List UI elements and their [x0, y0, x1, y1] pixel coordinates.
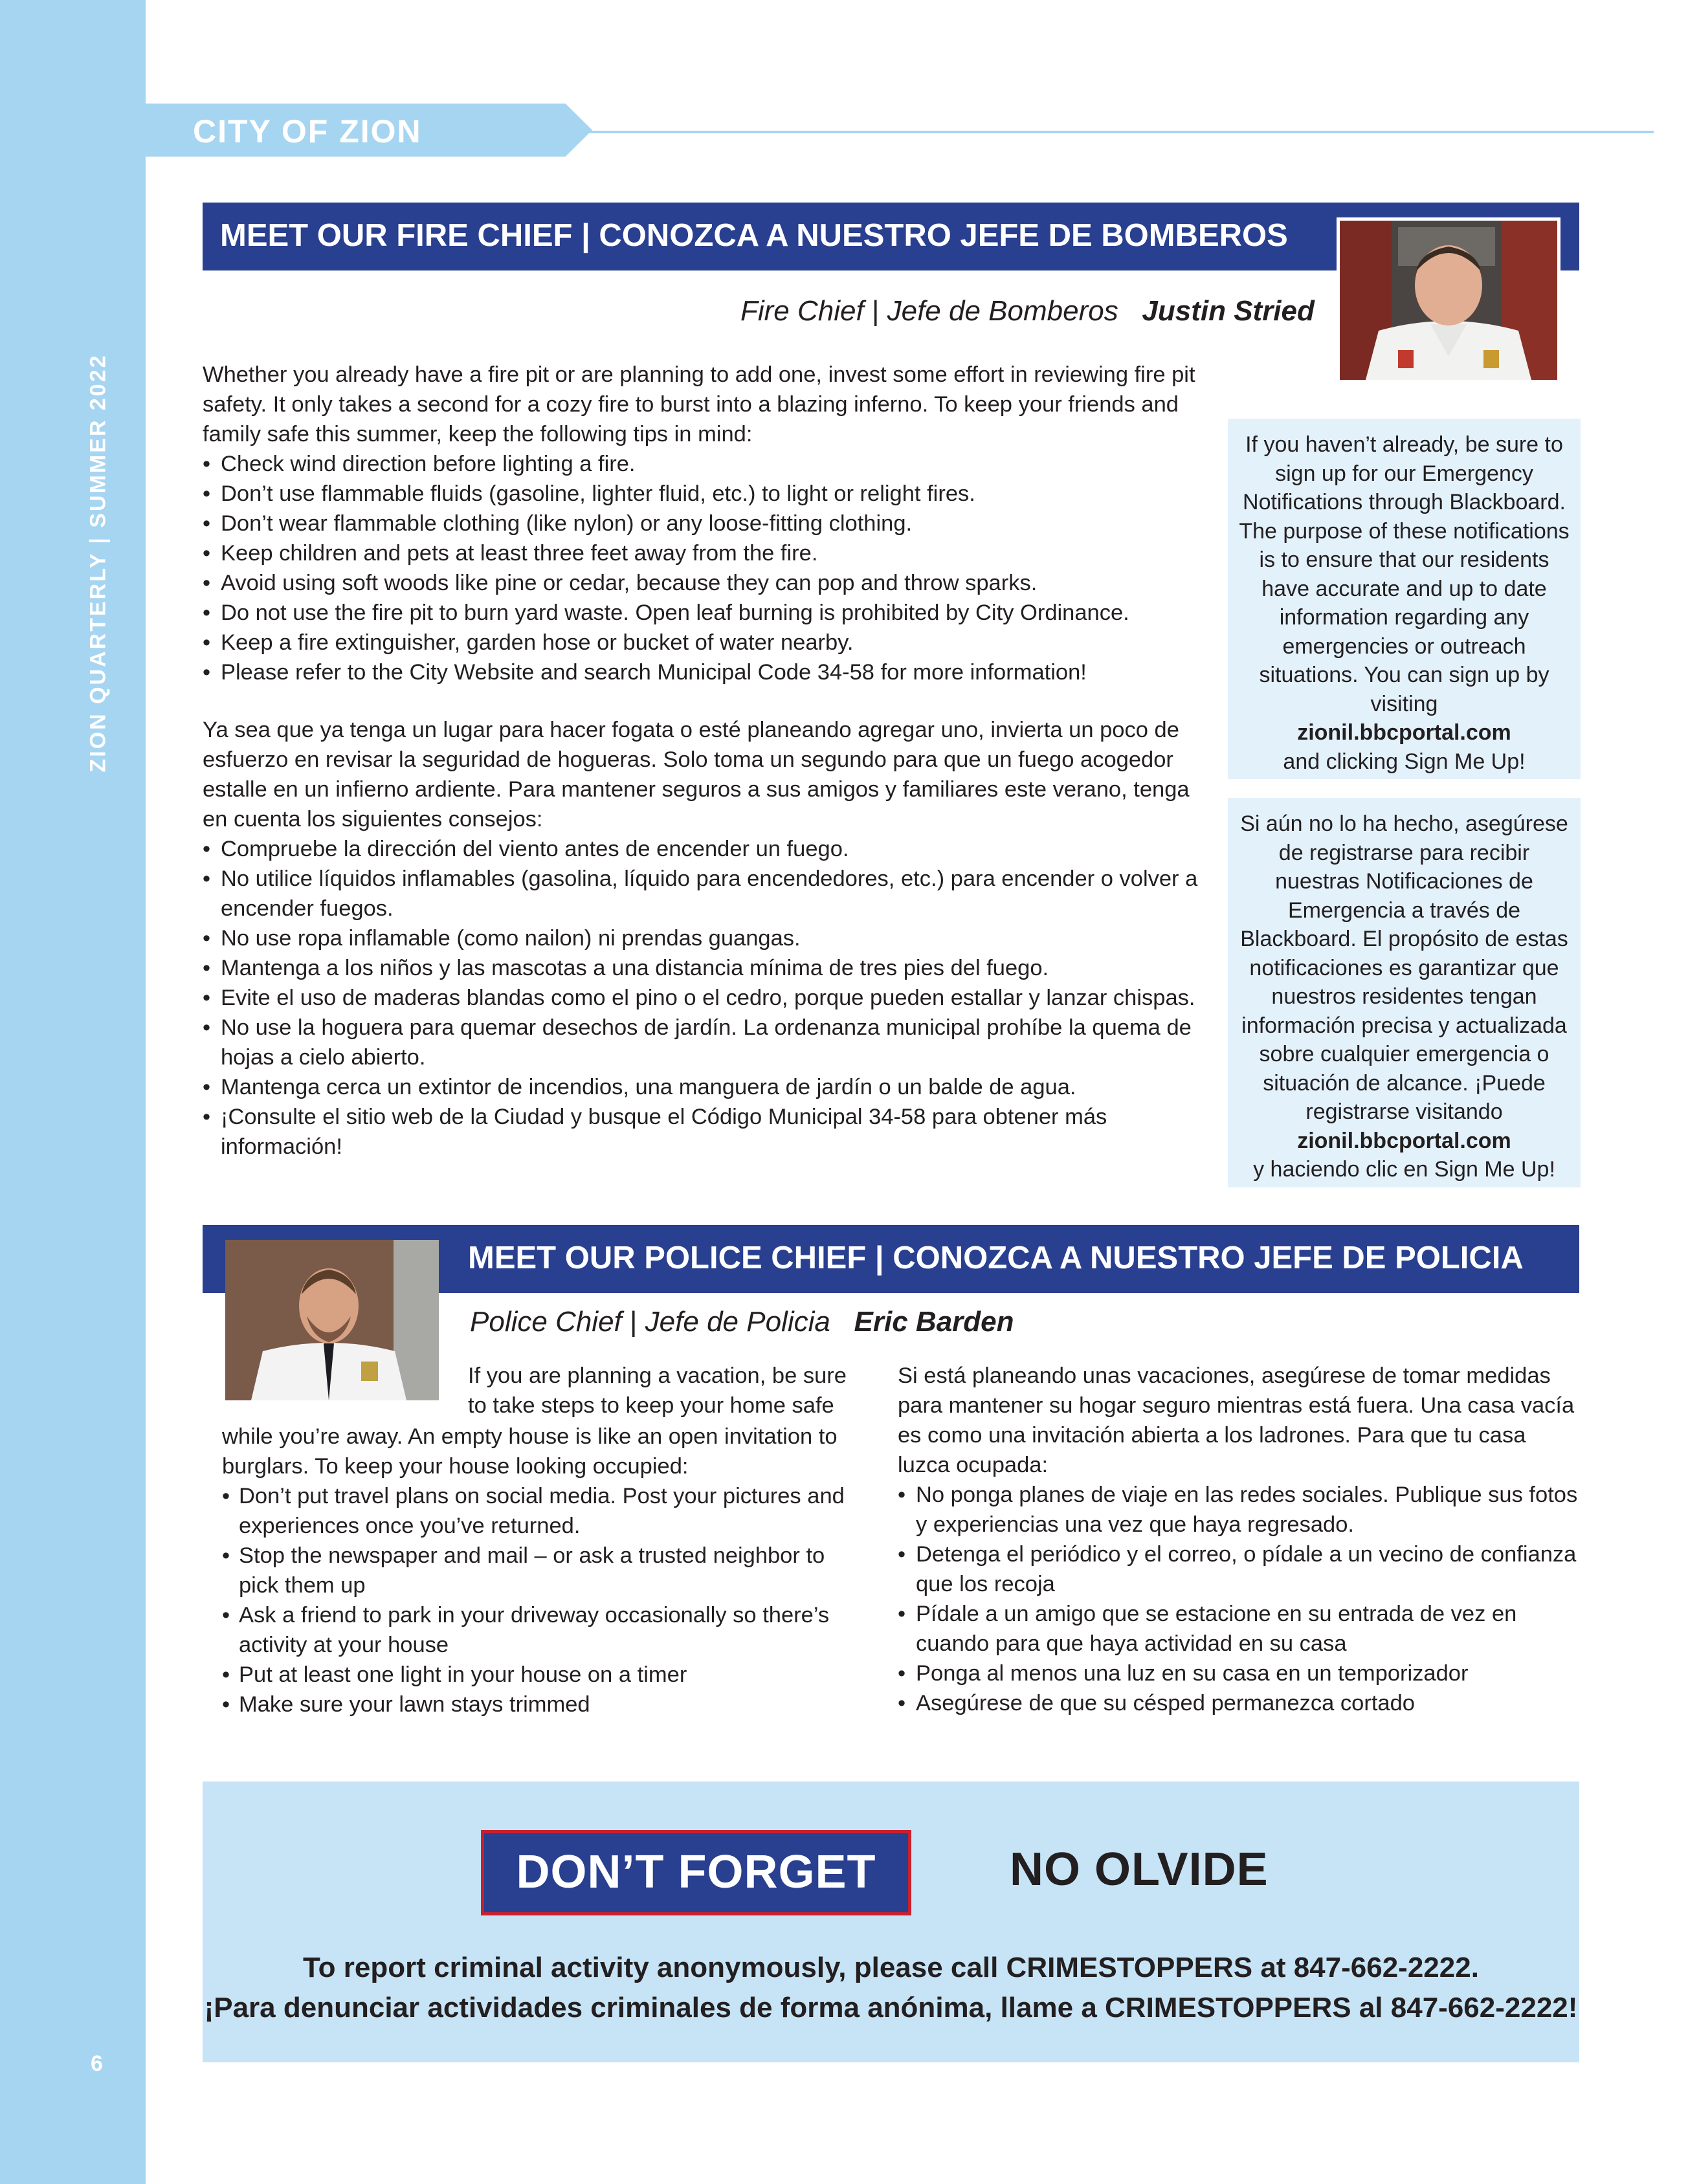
- list-item: • Mantenga a los niños y las mascotas a una distancia mínima de tres pies del fuego.: [203, 953, 1212, 983]
- list-item: • Pídale a un amigo que se estacione en su entrada de vez en cuando para que haya actividad en su casa: [898, 1599, 1581, 1659]
- fire-role-es: Jefe de Bomberos: [887, 295, 1118, 327]
- crimestoppers-line-en: To report criminal activity anonymously, please call CRIMESTOPPERS at 847-662-2222.: [303, 1952, 1479, 1983]
- sidebar-strip: [0, 0, 146, 2184]
- list-item: • Check wind direction before lighting a fire.: [203, 449, 1212, 479]
- police-byline-separator: |: [621, 1306, 645, 1338]
- no-olvide-label: NO OLVIDE: [1010, 1844, 1269, 1895]
- list-item: • Stop the newspaper and mail – or ask a trusted neighbor to pick them up: [222, 1541, 869, 1600]
- city-banner-label: CITY OF ZION: [193, 113, 422, 149]
- police-intro-es: Si está planeando unas vacaciones, asegúrese de tomar medidas para mantener su hogar seguro mientras está fuera. Una casa vacía es como una invitación abierta a los ladrones. Para que tu casa luzca ocupada:: [898, 1363, 1575, 1477]
- police-tips-list-en: [222, 1481, 869, 1719]
- fire-role-en: Fire Chief: [740, 295, 864, 327]
- police-chief-name: Eric Barden: [854, 1306, 1014, 1338]
- list-item: • Keep a fire extinguisher, garden hose or bucket of water nearby.: [203, 628, 1212, 657]
- police-tips-list-es: [898, 1480, 1581, 1718]
- notification-box-en: [1228, 419, 1581, 779]
- list-item: • Compruebe la dirección del viento antes de encender un fuego.: [203, 834, 1212, 864]
- list-item: • No ponga planes de viaje en las redes sociales. Publique sus fotos y experiencias una vez que haya regresado.: [898, 1480, 1581, 1539]
- page-number: 6: [91, 2051, 103, 2076]
- fire-intro-en: Whether you already have a fire pit or are planning to add one, invest some effort in reviewing fire pit safety. It only takes a second for a cozy fire to burst into a blazing inferno. To keep your friends and family safe this summer, keep the following tips in mind:: [203, 362, 1195, 447]
- list-item: • No use la hoguera para quemar desechos de jardín. La ordenanza municipal prohíbe la quema de hojas a cielo abierto.: [203, 1013, 1212, 1072]
- police-chief-photo: [225, 1240, 439, 1400]
- list-item: • Asegúrese de que su césped permanezca cortado: [898, 1688, 1581, 1718]
- police-intro-en-top: If you are planning a vacation, be sure to take steps to keep your home safe: [468, 1363, 847, 1418]
- crimestoppers-text: [203, 1948, 1579, 2028]
- list-item: • Mantenga cerca un extintor de incendios, una manguera de jardín o un balde de agua.: [203, 1072, 1212, 1102]
- list-item: • No use ropa inflamable (como nailon) ni prendas guangas.: [203, 923, 1212, 953]
- list-item: • Put at least one light in your house on a timer: [222, 1660, 869, 1690]
- fire-tips-english: [203, 360, 1212, 687]
- fire-tips-list-en: [203, 449, 1212, 687]
- list-item: • Evite el uso de maderas blandas como el pino o el cedro, porque pueden estallar y lanzar chispas.: [203, 983, 1212, 1013]
- list-item: • Please refer to the City Website and search Municipal Code 34-58 for more information!: [203, 657, 1212, 687]
- fire-chief-portrait: [1340, 221, 1557, 380]
- police-intro-en: while you’re away. An empty house is like an open invitation to burglars. To keep your house looking occupied:: [222, 1424, 838, 1479]
- fire-byline-separator: |: [863, 295, 887, 327]
- police-chief-byline: [470, 1306, 1014, 1338]
- list-item: • No utilice líquidos inflamables (gasolina, líquido para encendedores, etc.) para encender o volver a encender fuegos.: [203, 864, 1212, 923]
- fire-section-title: MEET OUR FIRE CHIEF | CONOZCA A NUESTRO JEFE DE BOMBEROS: [220, 218, 1288, 253]
- list-item: • Don’t use flammable fluids (gasoline, lighter fluid, etc.) to light or relight fires.: [203, 479, 1212, 509]
- notification-text-en: If you haven’t already, be sure to sign up for our Emergency Notifications through Blackboard. The purpose of these notifications is to ensure that our residents have accurate and up to date information regarding any emergencies or outreach situations. You can sign up by visiting: [1239, 432, 1570, 716]
- list-item: • Make sure your lawn stays trimmed: [222, 1690, 869, 1719]
- fire-tips-spanish: [203, 715, 1212, 1162]
- notification-tail-en: and clicking Sign Me Up!: [1283, 749, 1526, 774]
- crimestoppers-line-es: ¡Para denunciar actividades criminales de forma anónima, llame a CRIMESTOPPERS al 847-662-2222!: [204, 1992, 1578, 2024]
- list-item: • Do not use the fire pit to burn yard waste. Open leaf burning is prohibited by City Ordinance.: [203, 598, 1212, 628]
- list-item: • Detenga el periódico y el correo, o pídale a un vecino de confianza que los recoja: [898, 1539, 1581, 1599]
- police-chief-portrait: [225, 1240, 439, 1400]
- police-role-es: Jefe de Policia: [645, 1306, 830, 1338]
- list-item: • Ask a friend to park in your driveway occasionally so there’s activity at your house: [222, 1600, 869, 1660]
- fire-intro-es: Ya sea que ya tenga un lugar para hacer fogata o esté planeando agregar uno, invierta un poco de esfuerzo en revisar la seguridad de hogueras. Solo toma un segundo para que un fuego acogedor estalle en un infierno ardiente. Para mantener seguros a sus amigos y familiares este verano, tenga en cuenta los siguientes consejos:: [203, 718, 1190, 832]
- fire-tips-list-es: [203, 834, 1212, 1162]
- banner-rule: [586, 131, 1654, 133]
- list-item: • Don’t wear flammable clothing (like nylon) or any loose-fitting clothing.: [203, 509, 1212, 538]
- list-item: • ¡Consulte el sitio web de la Ciudad y busque el Código Municipal 34-58 para obtener más información!: [203, 1102, 1212, 1162]
- fire-chief-name: Justin Stried: [1142, 295, 1315, 327]
- list-item: • Ponga al menos una luz en su casa en un temporizador: [898, 1659, 1581, 1688]
- police-section-title: MEET OUR POLICE CHIEF | CONOZCA A NUESTRO JEFE DE POLICIA: [468, 1241, 1524, 1275]
- notification-box-es: [1228, 798, 1581, 1187]
- list-item: • Avoid using soft woods like pine or cedar, because they can pop and throw sparks.: [203, 568, 1212, 598]
- list-item: • Don’t put travel plans on social media. Post your pictures and experiences once you’ve returned.: [222, 1481, 869, 1541]
- notification-link-en[interactable]: zionil.bbcportal.com: [1297, 720, 1511, 745]
- list-item: • Keep children and pets at least three feet away from the fire.: [203, 538, 1212, 568]
- notification-tail-es: y haciendo clic en Sign Me Up!: [1253, 1157, 1555, 1182]
- police-tips-english: [222, 1422, 869, 1719]
- issue-label: ZION QUARTERLY | SUMMER 2022: [85, 353, 111, 773]
- fire-chief-byline: [740, 295, 1315, 327]
- notification-text-es: Si aún no lo ha hecho, asegúrese de registrarse para recibir nuestras Notificaciones de Emergencia a través de Blackboard. El propósito de estas notificaciones es garantizar que nuestros residentes tengan información precisa y actualizada sobre cualquier emergencia o situación de alcance. ¡Puede registrarse visitando: [1240, 811, 1568, 1124]
- police-tips-spanish: [898, 1361, 1581, 1718]
- police-role-en: Police Chief: [470, 1306, 622, 1338]
- fire-chief-photo: [1337, 217, 1560, 383]
- dont-forget-label: DON’T FORGET: [481, 1830, 911, 1915]
- notification-link-es[interactable]: zionil.bbcportal.com: [1297, 1128, 1511, 1153]
